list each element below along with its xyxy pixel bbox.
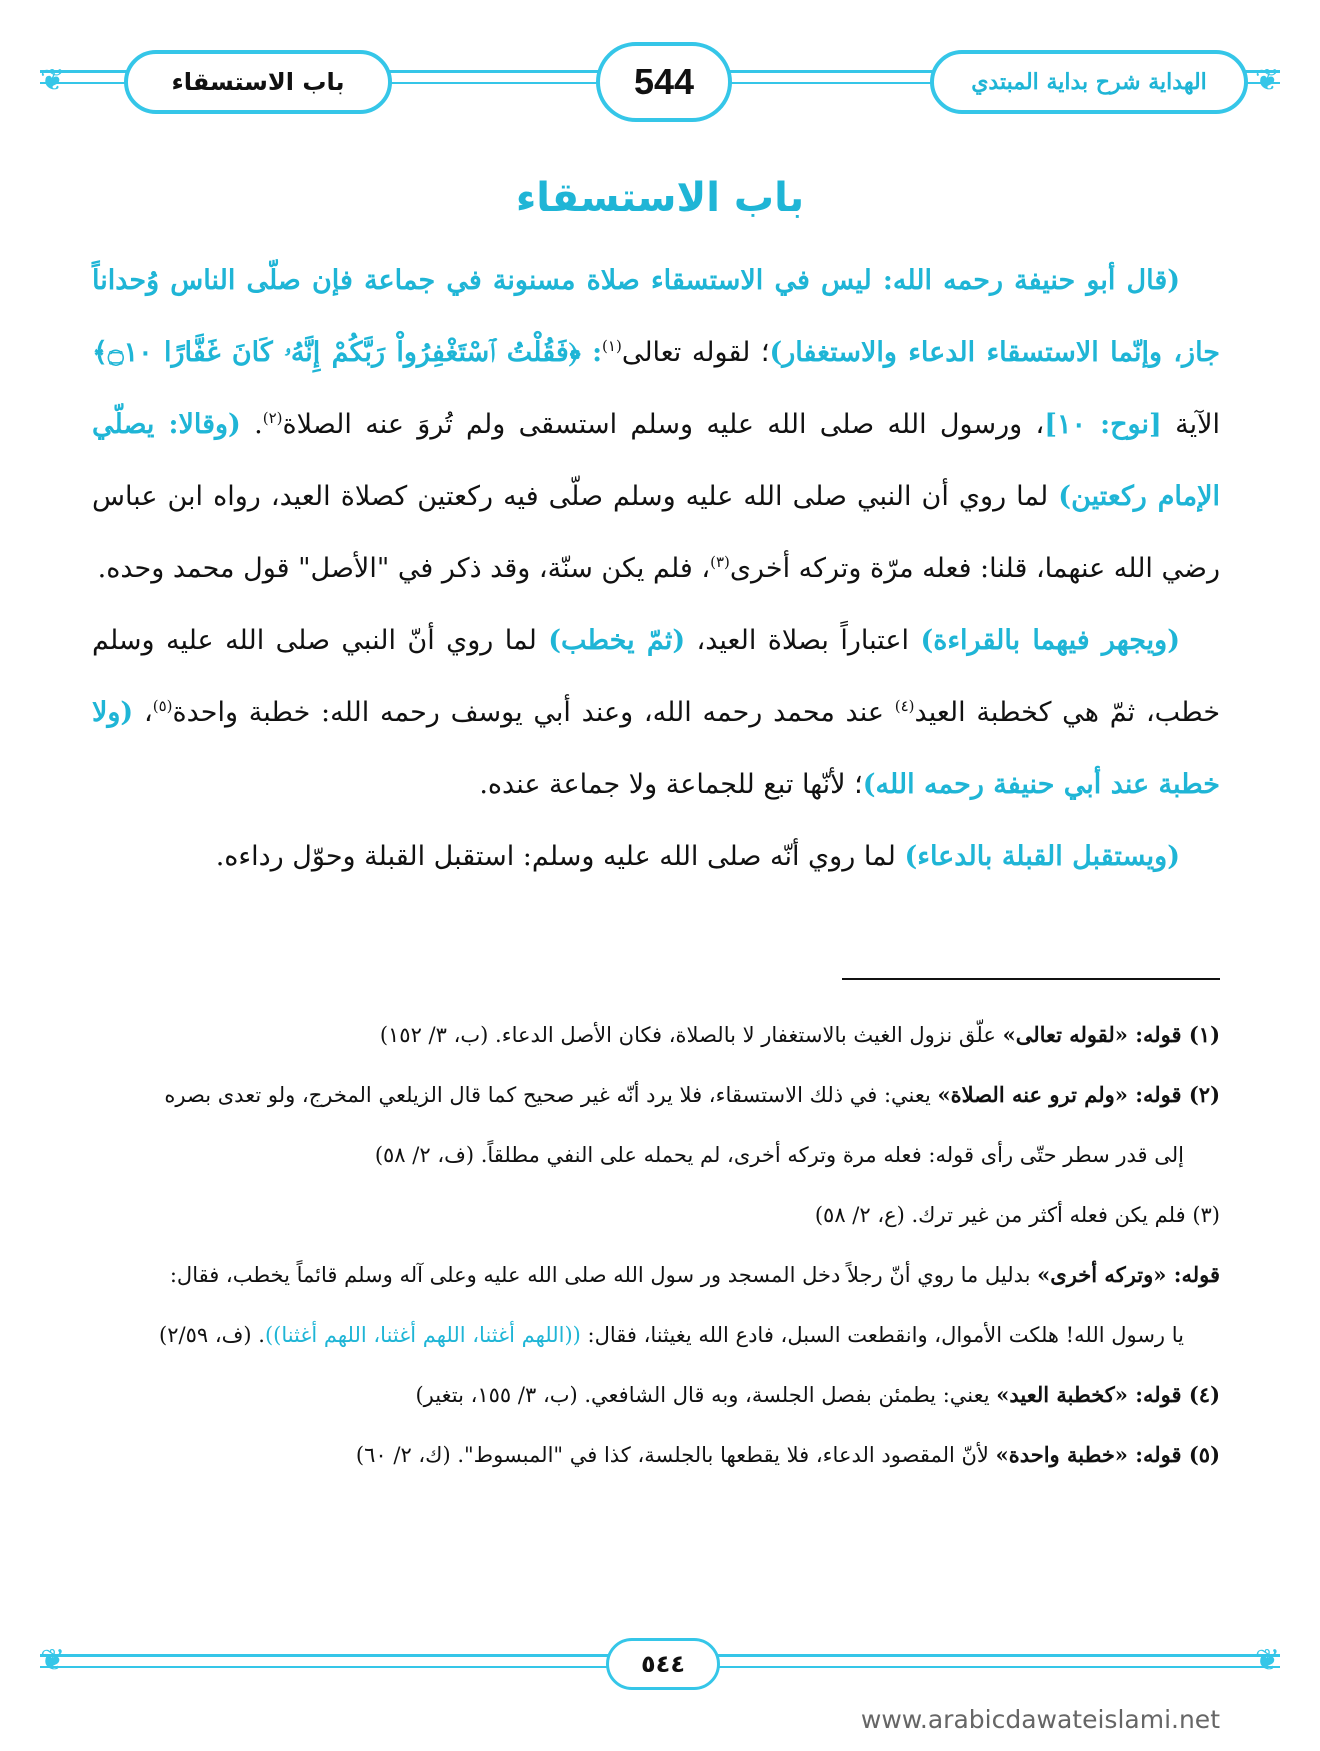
footnote-label: (١) قوله: «لقوله تعالى» bbox=[1002, 1022, 1220, 1047]
footnote-2-continued: إلى قدر سطر حتّى رأى قوله: فعله مرة وتركه أخرى، لم يحمله على النفي مطلقاً. (ف، ٢/ ٥٨) bbox=[374, 1143, 1184, 1167]
footnote-ref: (٢) bbox=[262, 409, 283, 427]
footnote-label: (٥) قوله: «خطبة واحدة» bbox=[995, 1442, 1220, 1467]
sharh-text: ، فلم يكن سنّة، وقد ذكر في "الأصل" قول محمد وحده. bbox=[97, 553, 711, 584]
paragraph-1 bbox=[92, 245, 1220, 605]
footnote-text: علّق نزول الغيث بالاستغفار لا بالصلاة، فكان الأصل الدعاء. (ب، ٣/ ١٥٢) bbox=[379, 1023, 1003, 1047]
sharh-text: الآية bbox=[1161, 409, 1220, 440]
sharh-text: لما روي أن النبي صلى الله عليه وسلم صلّى فيه ركعتين كصلاة العيد، رواه ابن عباس رضي الله عنهما، قلنا: فعله مرّة وتركه أخرى bbox=[92, 481, 1220, 584]
sharh-text: لما روي أنّ النبي صلى الله عليه وسلم خطب، ثمّ هي كخطبة العيد bbox=[92, 625, 1221, 728]
sharh-text: عند محمد رحمه الله، وعند أبي يوسف رحمه الله: خطبة واحدة bbox=[172, 697, 895, 728]
sharh-text: لما روي أنّه صلى الله عليه وسلم: استقبل القبلة وحوّل رداءه. bbox=[215, 841, 905, 872]
footnote-ref: (١) bbox=[602, 337, 622, 355]
footnote-text: لأنّ المقصود الدعاء، فلا يقطعها بالجلسة، كذا في "المبسوط". (ك، ٢/ ٦٠) bbox=[355, 1443, 996, 1467]
ornament-right-icon: ❦ bbox=[1254, 63, 1280, 98]
footnote-label: (٤) قوله: «كخطبة العيد» bbox=[996, 1382, 1220, 1407]
quran-verse: : ﴿فَقُلْتُ ٱسْتَغْفِرُواْ رَبَّكُمْ إِنَّهُۥ كَانَ غَفَّارًا ۝١٠﴾ bbox=[92, 337, 603, 368]
sharh-text: ، bbox=[133, 697, 153, 728]
paragraph-2 bbox=[92, 605, 1220, 821]
page-number: 544 bbox=[633, 61, 695, 102]
main-text bbox=[92, 245, 1220, 893]
footnote-ref: (٣) bbox=[710, 553, 730, 571]
page-header bbox=[40, 40, 1280, 120]
footnote-text: يعني: يطمئن بفصل الجلسة، وبه قال الشافعي. (ب، ٣/ ١٥٥، بتغير) bbox=[415, 1383, 997, 1407]
footnote-5 bbox=[92, 1425, 1220, 1485]
footnote-separator bbox=[842, 978, 1220, 980]
footnote-ref: (٤) bbox=[894, 697, 915, 715]
matn-text: (ويستقبل القبلة بالدعاء) bbox=[904, 841, 1180, 872]
matn-text: (ويجهر فيهما بالقراءة) bbox=[920, 625, 1180, 656]
ornament-left-icon: ❦ bbox=[40, 63, 66, 98]
footnote-label: قوله: «وتركه أخرى» bbox=[1037, 1262, 1220, 1287]
footer-ornament-left-icon: ❦ bbox=[40, 1643, 66, 1678]
paragraph-3 bbox=[92, 821, 1220, 893]
hadith-quote: ((اللهم أغثنا، اللهم أغثنا، اللهم أغثنا)) bbox=[264, 1323, 581, 1347]
sharh-text: ؛ لقوله تعالى bbox=[621, 337, 770, 368]
footnote-3: (٣) فلم يكن فعله أكثر من غير ترك. (ع، ٢/ ٥٨) bbox=[814, 1203, 1220, 1227]
footnote-1 bbox=[92, 1005, 1220, 1065]
sharh-text: اعتباراً بصلاة العيد، bbox=[685, 625, 921, 656]
book-title-box bbox=[930, 50, 1248, 114]
matn-text: (ولا خطبة عند أبي حنيفة رحمه الله) bbox=[92, 697, 1220, 800]
matn-text: (قال أبو حنيفة رحمه الله: ليس في الاستسقاء صلاة مسنونة في جماعة فإن صلّى الناس وُحداناً جاز، وإنّما الاستسقاء الدعاء والاستغفار) bbox=[92, 265, 1220, 368]
footer-page-number-box bbox=[606, 1638, 720, 1690]
footnote-text: بدليل ما روي أنّ رجلاً دخل المسجد ور سول الله صلى الله عليه وعلى آله وسلم قائماً يخطب، فقال: bbox=[169, 1263, 1038, 1287]
sharh-text: . bbox=[240, 409, 263, 440]
footnote-label: (٢) قوله: «ولم ترو عنه الصلاة» bbox=[937, 1082, 1220, 1107]
sharh-text: ، ورسول الله صلى الله عليه وسلم استسقى ولم تُروَ عنه الصلاة bbox=[282, 409, 1045, 440]
footnote-3-extra-continued bbox=[92, 1305, 1220, 1365]
matn-text: (ثمّ يخطب) bbox=[548, 625, 686, 656]
chapter-label-box bbox=[124, 50, 392, 114]
footnote-3-extra bbox=[92, 1245, 1220, 1305]
verse-reference: [نوح: ١٠] bbox=[1044, 409, 1162, 440]
footnotes bbox=[92, 1005, 1220, 1485]
footnote-text: . (ف، ٢/٥٩) bbox=[159, 1323, 265, 1347]
footnote-4 bbox=[92, 1365, 1220, 1425]
footnote-ref: (٥) bbox=[152, 697, 173, 715]
footnote-2 bbox=[92, 1065, 1220, 1125]
chapter-title: باب الاستسقاء bbox=[515, 175, 805, 221]
page-footer bbox=[40, 1632, 1280, 1692]
book-title: الهداية شرح بداية المبتدي bbox=[971, 69, 1207, 95]
website-url[interactable]: www.arabicdawateislami.net bbox=[860, 1705, 1220, 1734]
footer-page-number: ٥٤٤ bbox=[641, 1650, 685, 1678]
footer-ornament-right-icon: ❦ bbox=[1254, 1643, 1280, 1678]
footnote-text: يا رسول الله! هلكت الأموال، وانقطعت السبل، فادع الله يغيثنا، فقال: bbox=[580, 1323, 1184, 1347]
sharh-text: ؛ لأنّها تبع للجماعة ولا جماعة عنده. bbox=[479, 769, 863, 800]
footnote-text: يعني: في ذلك الاستسقاء، فلا يرد أنّه غير صحيح كما قال الزيلعي المخرج، ولو تعدى بصره bbox=[164, 1083, 938, 1107]
page-number-box bbox=[596, 42, 732, 122]
matn-text: (وقالا: يصلّي الإمام ركعتين) bbox=[92, 409, 1221, 512]
chapter-label: باب الاستسقاء bbox=[171, 68, 345, 96]
